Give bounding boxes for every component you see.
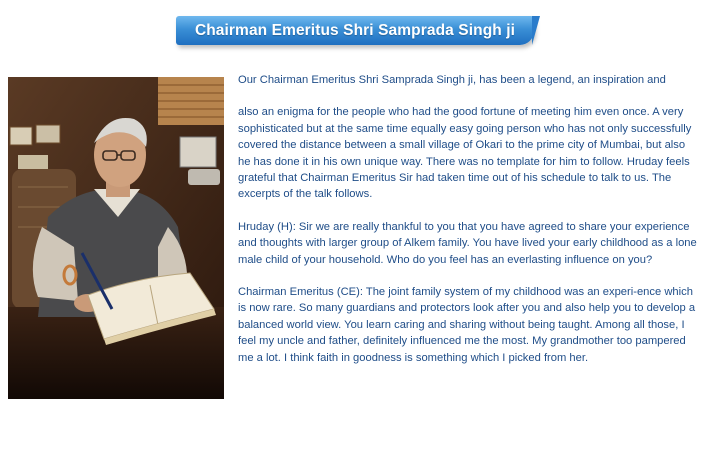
article-body xyxy=(238,72,700,382)
question-paragraph: Hruday (H): Sir we are really thankful to you that you have agreed to share your experience and thoughts with larger group of Alkem family. You have lived your early childhood as a lone male child of your household. Who do you feel has an everlasting influence on you? xyxy=(238,220,697,266)
title-banner xyxy=(176,16,534,45)
page-title: Chairman Emeritus Shri Samprada Singh ji xyxy=(194,21,516,39)
portrait-photo xyxy=(8,77,224,399)
answer-paragraph: Chairman Emeritus (CE): The joint family system of my childhood was an experi-ence which is now rare. So many guardians and protectors look after you and also help you to develop a balanced world view. You learn caring and sharing without being taught. Among all those, I feel my uncle and father, definitely influenced me the most. My grandmother too pampered me a lot. I think faith in goodness is something which I picked from her. xyxy=(238,286,696,364)
portrait-illustration xyxy=(8,77,224,399)
bio-paragraph: also an enigma for the people who had the good fortune of meeting him even once. A very sophisticated but at the same time equally easy going person who has not only successfully covered the distance between a small village of Okari to the prime city of Mumbai, but also he has done it in his own unique way. There was no template for him to follow. Hruday feels grateful that Chairman Emeritus Sir had taken time out of his schedule to talk to us. The excerpts of the talk follows. xyxy=(238,106,692,201)
intro-paragraph: Our Chairman Emeritus Shri Samprada Singh ji, has been a legend, an inspiration and xyxy=(238,74,666,86)
